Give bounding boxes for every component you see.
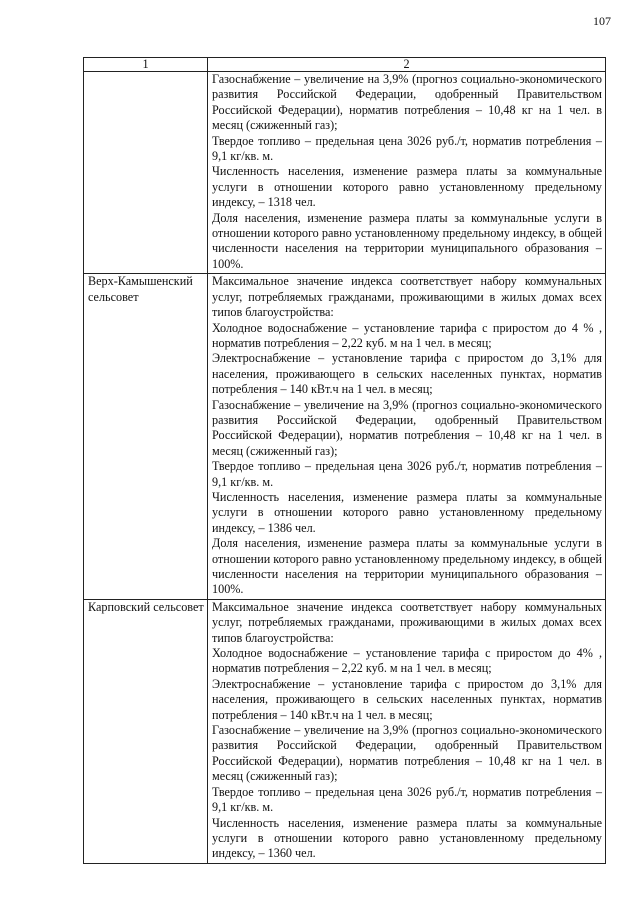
column-header-1: 1 bbox=[84, 58, 208, 72]
paragraph: Газоснабжение – увеличение на 3,9% (прогноз социально-экономического развития Российской Федерации, одобренный Правительством Российской Федерации), норматив потребления – 10,48 кг на 1 чел. в месяц (сжиженный газ); bbox=[212, 723, 602, 784]
table-row bbox=[84, 72, 606, 274]
municipality-name bbox=[84, 72, 208, 274]
paragraph: Электроснабжение – установление тарифа с приростом до 3,1% для населения, проживающего в сельских населенных пунктах, норматив потребления – 140 кВт.ч на 1 чел. в месяц; bbox=[212, 676, 602, 722]
paragraph: Доля населения, изменение размера платы за коммунальные услуги в отношении которого равно установленному предельному индексу, в общей численности населения на территории муниципального образования – 100%. bbox=[212, 536, 602, 597]
paragraph: Максимальное значение индекса соответствует набору коммунальных услуг, потребляемых гражданами, проживающими в жилых домах всех типов благоустройства: bbox=[212, 274, 602, 320]
paragraph: Холодное водоснабжение – установление тарифа с приростом до 4% , норматив потребления – 2,22 куб. м на 1 чел. в месяц; bbox=[212, 646, 602, 676]
paragraph: Холодное водоснабжение – установление тарифа с приростом до 4 % , норматив потребления – 2,22 куб. м на 1 чел. в месяц; bbox=[212, 320, 602, 350]
paragraph: Твердое топливо – предельная цена 3026 руб./т, норматив потребления – 9,1 кг/кв. м. bbox=[212, 133, 602, 164]
paragraph: Твердое топливо – предельная цена 3026 руб./т, норматив потребления – 9,1 кг/кв. м. bbox=[212, 784, 602, 815]
paragraph: Твердое топливо – предельная цена 3026 руб./т, норматив потребления – 9,1 кг/кв. м. bbox=[212, 459, 602, 489]
table-row bbox=[84, 274, 606, 600]
paragraph: Газоснабжение – увеличение на 3,9% (прогноз социально-экономического развития Российской Федерации, одобренный Правительством Российской Федерации), норматив потребления – 10,48 кг на 1 чел. в месяц (сжиженный газ); bbox=[212, 72, 602, 133]
indicator-text bbox=[208, 72, 606, 274]
paragraph: Численность населения, изменение размера платы за коммунальные услуги в отношении которого равно установленному предельному индексу, – 1386 чел. bbox=[212, 489, 602, 535]
paragraph: Газоснабжение – увеличение на 3,9% (прогноз социально-экономического развития Российской Федерации, одобренный Правительством Российской Федерации), норматив потребления – 10,48 кг на 1 чел. в месяц (сжиженный газ); bbox=[212, 397, 602, 458]
table-header-row bbox=[84, 58, 606, 72]
paragraph: Доля населения, изменение размера платы за коммунальные услуги в отношении которого равно установленному предельному индексу, в общей численности населения на территории муниципального образования – 100%. bbox=[212, 210, 602, 271]
municipality-name: Карповский сельсовет bbox=[84, 599, 208, 863]
column-header-2: 2 bbox=[208, 58, 606, 72]
indicator-text bbox=[208, 599, 606, 863]
indicator-text bbox=[208, 274, 606, 600]
paragraph: Электроснабжение – установление тарифа с приростом до 3,1% для населения, проживающего в сельских населенных пунктах, норматив потребления – 140 кВт.ч на 1 чел. в месяц; bbox=[212, 351, 602, 397]
municipality-name: Верх-Камышенский сельсовет bbox=[84, 274, 208, 600]
paragraph: Численность населения, изменение размера платы за коммунальные услуги в отношении которого равно установленному предельному индексу, – 1360 чел. bbox=[212, 815, 602, 861]
paragraph: Численность населения, изменение размера платы за коммунальные услуги в отношении которого равно установленному предельному индексу, – 1318 чел. bbox=[212, 164, 602, 210]
paragraph: Максимальное значение индекса соответствует набору коммунальных услуг, потребляемых гражданами, проживающими в жилых домах всех типов благоустройства: bbox=[212, 599, 602, 645]
index-table bbox=[83, 57, 606, 864]
page-number: 107 bbox=[593, 14, 611, 28]
table-row bbox=[84, 599, 606, 863]
